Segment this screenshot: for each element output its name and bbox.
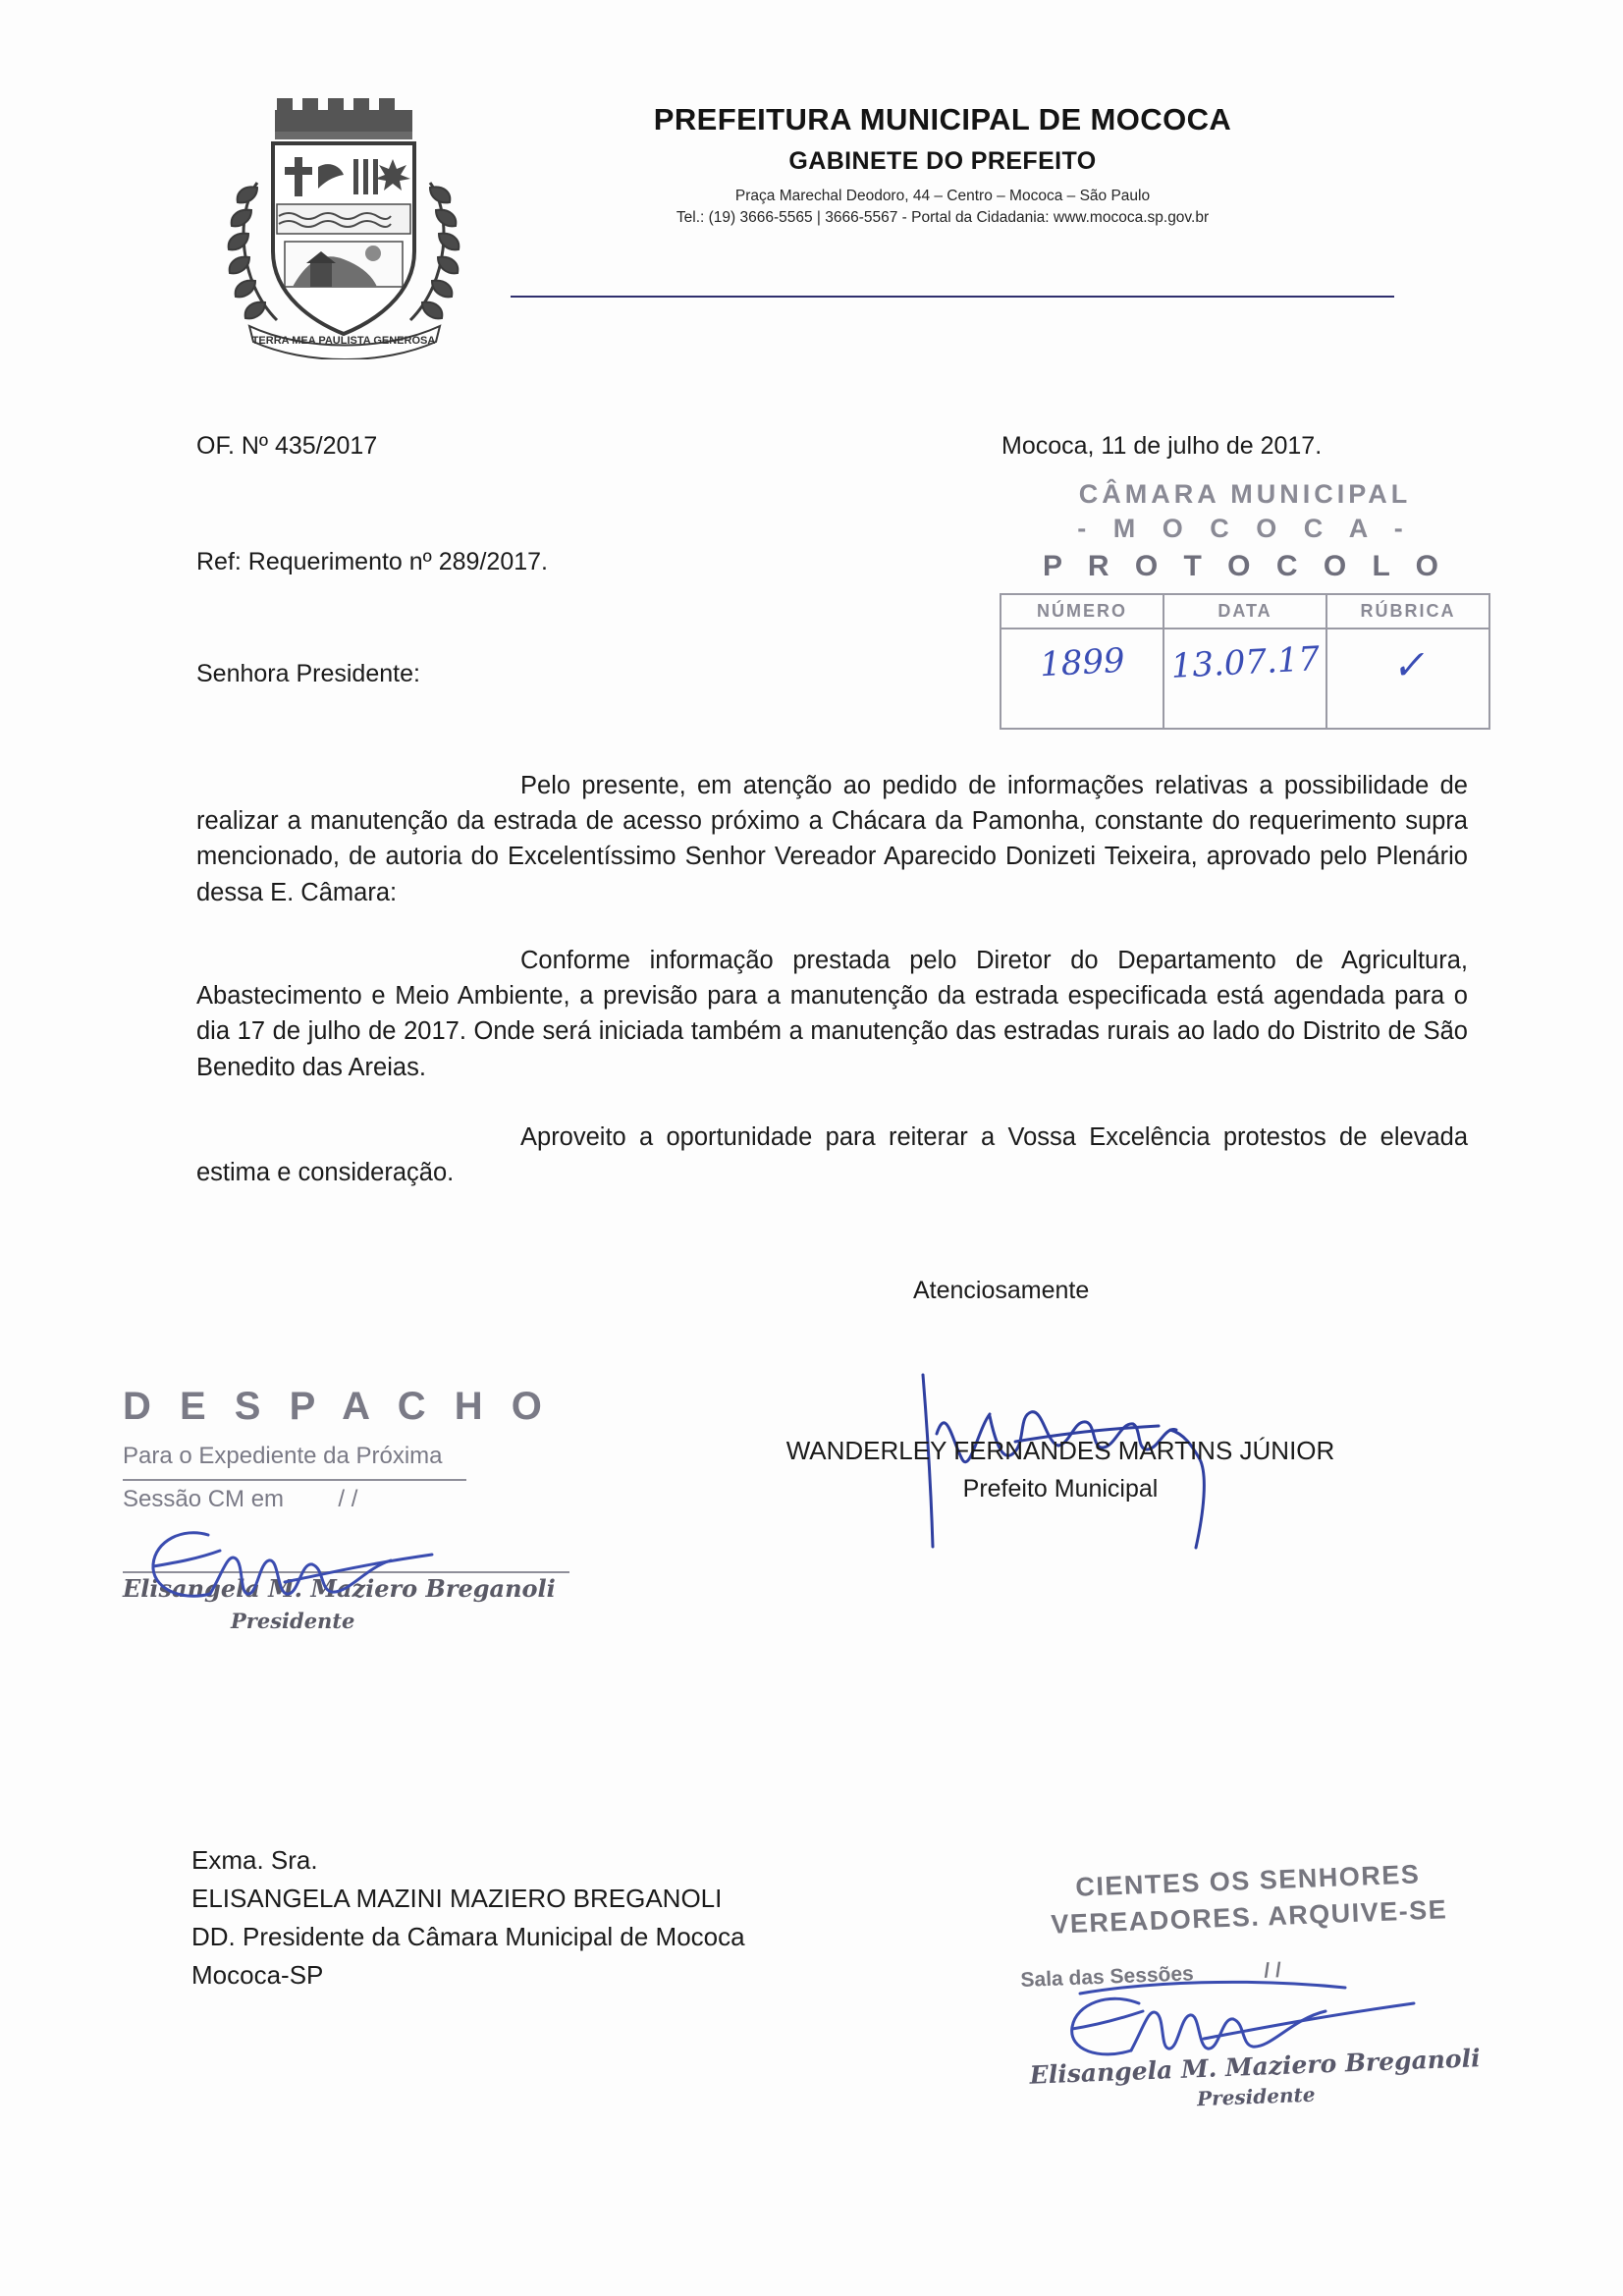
official-number: OF. Nº 435/2017 [196,432,378,460]
stamp-numero-label: NÚMERO [1001,595,1163,629]
stamp-table [1000,593,1490,730]
signer-role: Prefeito Municipal [962,1475,1159,1503]
svg-text:TERRA MEA PAULISTA GENEROSA: TERRA MEA PAULISTA GENEROSA [251,335,436,347]
stamp-line-3: P R O T O C O L O [1043,550,1447,582]
reference-line: Ref: Requerimento nº 289/2017. [196,548,548,575]
coat-of-arms-icon [216,94,471,359]
archive-line-2: VEREADORES. ARQUIVE-SE [1050,1894,1448,1940]
stamp-column-numero [1001,595,1164,728]
closing-text: Atenciosamente [913,1277,1090,1304]
despacho-date-blanks: / / [338,1486,358,1512]
stamp-column-rubrica [1327,595,1488,728]
despacho-role: Presidente [231,1609,355,1633]
header-divider [511,296,1394,298]
stamp-line-1: CÂMARA MUNICIPAL [1078,479,1412,509]
paragraph-1-text: Pelo presente, em atenção ao pedido de informações relativas a possibilidade de realizar a manutenção da estrada de acesso próximo a Chácara da Pamonha, constante do requerimento supra mencionado, de autoria do Excelentíssimo Senhor Vereador Aparecido Donizeti Teixeira, aprovado pelo Plenário dessa E. Câmara: [196,772,1468,906]
despacho-signature: Elisangela M. Maziero Breganoli [123,1574,556,1603]
paragraph-2-text: Conforme informação prestada pelo Diretor do Departamento de Agricultura, Abastecimento e Meio Ambiente, a previsão para a manutenção da estrada especificada está agendada para o dia 17 de julho de 2017. Onde será iniciada também a manutenção das estradas rurais ao lado do Distrito de São Benedito das Areias. [196,947,1468,1081]
archive-stamp [1016,1857,1487,2117]
recipient-line-3: DD. Presidente da Câmara Municipal de Mococa [191,1922,745,1951]
despacho-underline-1 [123,1479,466,1481]
archive-signature: Elisangela M. Maziero Breganoli [1029,2044,1482,2090]
stamp-column-data [1164,595,1327,728]
body-paragraph-3 [196,1120,1468,1190]
archive-line-1: CIENTES OS SENHORES [1074,1859,1421,1902]
recipient-line-4: Mococa-SP [191,1960,324,1990]
signer-name: WANDERLEY FERNANDES MARTINS JÚNIOR [785,1436,1335,1465]
stamp-data-label: DATA [1164,595,1325,629]
paragraph-3-text: Aproveito a oportunidade para reiterar a Vossa Excelência protestos de elevada estima e consideração. [196,1123,1468,1187]
stamp-line-2: - M O C O C A - [1077,514,1413,543]
archive-sala-label: Sala das Sessões [1020,1962,1195,1993]
stamp-numero-value: 1899 [1039,640,1126,685]
organization-title: PREFEITURA MUNICIPAL DE MOCOCA [653,102,1232,137]
archive-sala-blanks: / / [1263,1958,1282,1983]
salutation: Senhora Presidente: [196,660,420,687]
recipient-block [191,1841,745,1995]
stamp-rubrica-label: RÚBRICA [1327,595,1488,629]
organization-contact: Tel.: (19) 3666-5565 | 3666-5567 - Portal da Cidadania: www.mococa.sp.gov.br [676,209,1210,226]
archive-sala-line [1020,1951,1483,1993]
organization-address: Praça Marechal Deodoro, 44 – Centro – Mococa – São Paulo [734,188,1151,204]
stamp-rubrica-value: ✓ [1390,642,1427,689]
letterhead [187,94,1463,347]
stamp-data-value: 13.07.17 [1169,639,1322,686]
body-paragraph-1 [196,768,1468,910]
protocol-stamp [1000,479,1490,725]
body-paragraph-2 [196,943,1468,1085]
despacho-underline-2 [123,1571,569,1573]
despacho-session-label: Sessão CM em [123,1486,285,1512]
despacho-title: D E S P A C H O [123,1385,551,1428]
recipient-line-1: Exma. Sra. [191,1845,318,1875]
despacho-line-1: Para o Expediente da Próxima [123,1443,443,1469]
recipient-line-2: ELISANGELA MAZINI MAZIERO BREGANOLI [191,1884,723,1913]
archive-role: Presidente [1196,2082,1316,2111]
place-and-date: Mococa, 11 de julho de 2017. [1001,432,1323,460]
letterhead-text [511,102,1375,227]
despacho-stamp [123,1385,584,1633]
organization-subtitle: GABINETE DO PREFEITO [788,147,1097,175]
despacho-line-2 [123,1486,584,1513]
